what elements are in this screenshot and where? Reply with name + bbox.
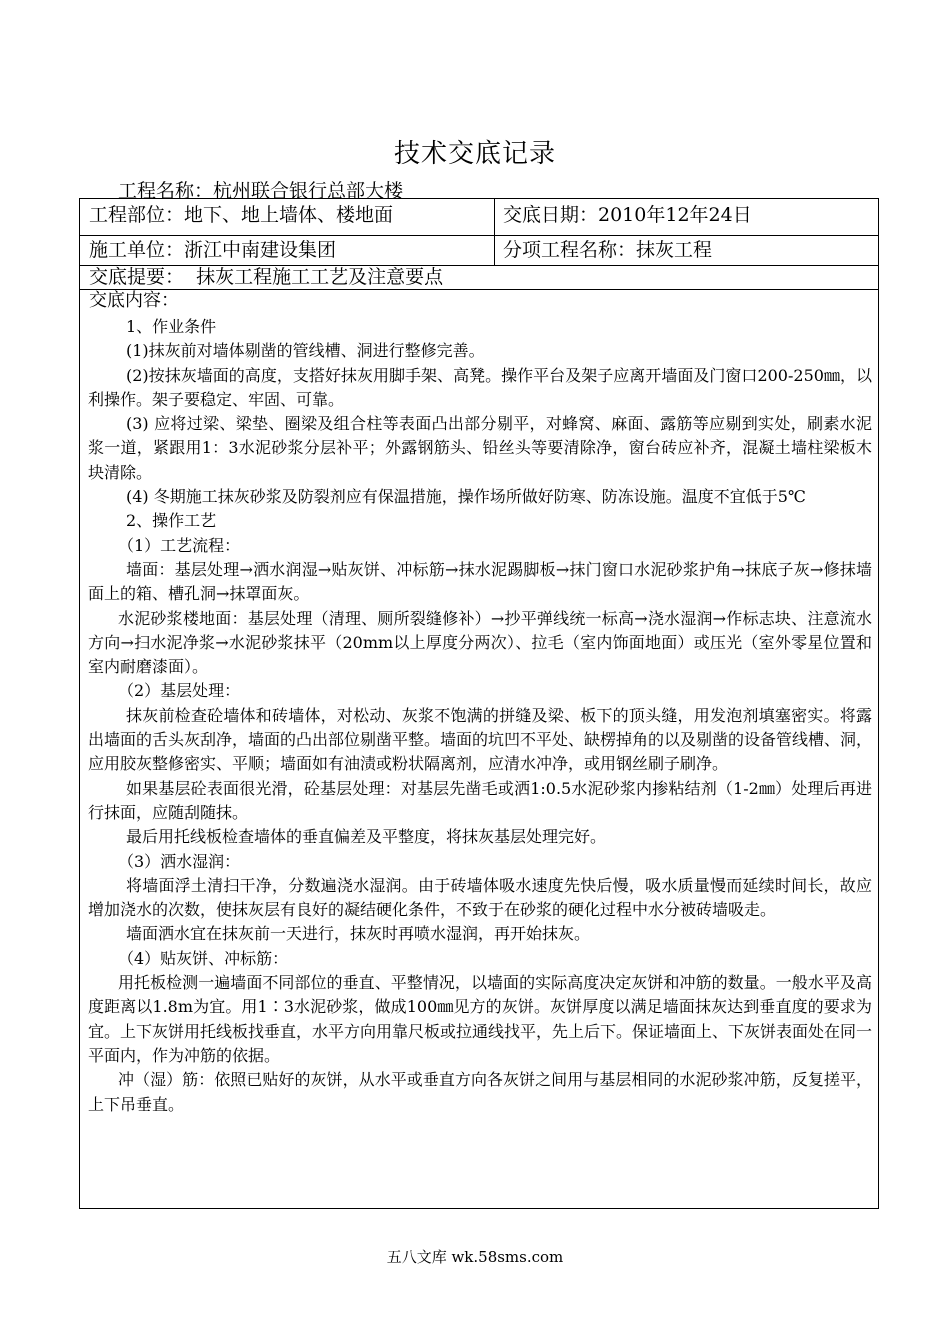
paragraph: 如果基层砼表面很光滑，砼基层处理：对基层先凿毛或洒1:0.5水泥砂浆内掺粘结剂（1-2㎜）处理后再进行抹面，应随刮随抹。 bbox=[88, 778, 872, 822]
paragraph: (1)抹灰前对墙体剔凿的管线槽、洞进行整修完善。 bbox=[126, 341, 485, 361]
footer-watermark: 五八文库 wk.58sms.com bbox=[386, 1248, 564, 1266]
subsection-heading: （4）贴灰饼、冲标筋： bbox=[118, 948, 289, 968]
paragraph: (4) 冬期施工抹灰砂浆及防裂剂应有保温措施，操作场所做好防寒、防冻设施。温度不宜低于5℃ bbox=[126, 487, 806, 507]
disclosure-table bbox=[79, 198, 879, 1209]
disclosure-summary-cell: 交底提要： 抹灰工程施工工艺及注意要点 bbox=[89, 266, 444, 288]
paragraph: 用托板检测一遍墙面不同部位的垂直、平整情况，以墙面的实际高度决定灰饼和冲筋的数量。一般水平及高度距离以1.8m为宜。用1∶3水泥砂浆，做成100㎜见方的灰饼。灰饼厚度以满足墙面抹灰达到垂直度的要求为宜。上下灰饼用托线板找垂直，水平方向用靠尺板或拉通线找平，先上后下。保证墙面上、下灰饼表面处在同一平面内，作为冲筋的依据。 bbox=[88, 973, 873, 1065]
paragraph: 冲（湿）筋：依照已贴好的灰饼，从水平或垂直方向各灰饼之间用与基层相同的水泥砂浆冲筋，反复搓平，上下吊垂直。 bbox=[88, 1070, 872, 1114]
disclosure-date-cell: 交底日期：2010年12年24日 bbox=[503, 204, 752, 226]
row-divider bbox=[80, 289, 878, 290]
section-heading: 2、操作工艺 bbox=[126, 511, 217, 531]
subsection-heading: （1）工艺流程： bbox=[118, 535, 241, 555]
column-divider bbox=[494, 199, 495, 265]
subsection-heading: （3）洒水湿润： bbox=[118, 851, 241, 871]
document-title: 技术交底记录 bbox=[393, 139, 556, 169]
paragraph: 墙面：基层处理→洒水润湿→贴灰饼、冲标筋→抹水泥踢脚板→抹门窗口水泥砂浆护角→抹底子灰→修抹墙面上的箱、槽孔洞→抹罩面灰。 bbox=[88, 559, 872, 604]
paragraph: 水泥砂浆楼地面：基层处理（清理、厕所裂缝修补）→抄平弹线统一标高→浇水湿润→作标志块、注意流水方向→扫水泥净浆→水泥砂浆抹平（20mm以上厚度分两次）、拉毛（室内饰面地面）或压光（室外零星位置和室内耐磨漆面）。 bbox=[88, 608, 872, 677]
paragraph: 将墙面浮土清扫干净，分数遍浇水湿润。由于砖墙体吸水速度先快后慢，吸水质量慢而延续时间长，故应增加浇水的次数，使抹灰层有良好的凝结硬化条件，不致于在砂浆的硬化过程中水分被砖墙吸走。 bbox=[88, 875, 872, 920]
paragraph: 最后用托线板检查墙体的垂直偏差及平整度，将抹灰基层处理完好。 bbox=[126, 827, 607, 847]
project-part-cell: 工程部位：地下、地上墙体、楼地面 bbox=[89, 204, 394, 226]
paragraph: 抹灰前检查砼墙体和砖墙体，对松动、灰浆不饱满的拼缝及梁、板下的顶头缝，用发泡剂填塞密实。将露出墙面的舌头灰刮净，墙面的凸出部位剔凿平整。墙面的坑凹不平处、缺楞掉角的以及剔凿的设备管线槽、洞，应用胶灰整修密实、平顺；墙面如有油渍或粉状隔离剂，应清水冲净，或用钢丝刷子刷净。 bbox=[88, 705, 873, 774]
paragraph: 墙面洒水宜在抹灰前一天进行，抹灰时再喷水湿润，再开始抹灰。 bbox=[126, 924, 591, 944]
section-heading: 1、作业条件 bbox=[126, 317, 217, 336]
project-name: 工程名称：杭州联合银行总部大楼 bbox=[118, 180, 404, 202]
paragraph: (2)按抹灰墙面的高度，支搭好抹灰用脚手架、高凳。操作平台及架子应离开墙面及门窗口200-250㎜，以利操作。架子要稳定、牢固、可靠。 bbox=[88, 365, 872, 409]
subsection-heading: （2）基层处理： bbox=[118, 681, 241, 701]
row-divider bbox=[80, 235, 878, 236]
construction-unit-cell: 施工单位：浙江中南建设集团 bbox=[89, 239, 337, 261]
paragraph: (3) 应将过梁、梁垫、圈梁及组合柱等表面凸出部分剔平，对蜂窝、麻面、露筋等应剔到实处，刷素水泥浆一道，紧跟用1：3水泥砂浆分层补平；外露钢筋头、铅丝头等要清除净，窗台砖应补齐，混凝土墙柱梁板木块清除。 bbox=[88, 414, 872, 482]
content-label: 交底内容： bbox=[89, 290, 179, 311]
subproject-name-cell: 分项工程名称：抹灰工程 bbox=[503, 239, 713, 261]
disclosure-content bbox=[88, 315, 872, 1117]
